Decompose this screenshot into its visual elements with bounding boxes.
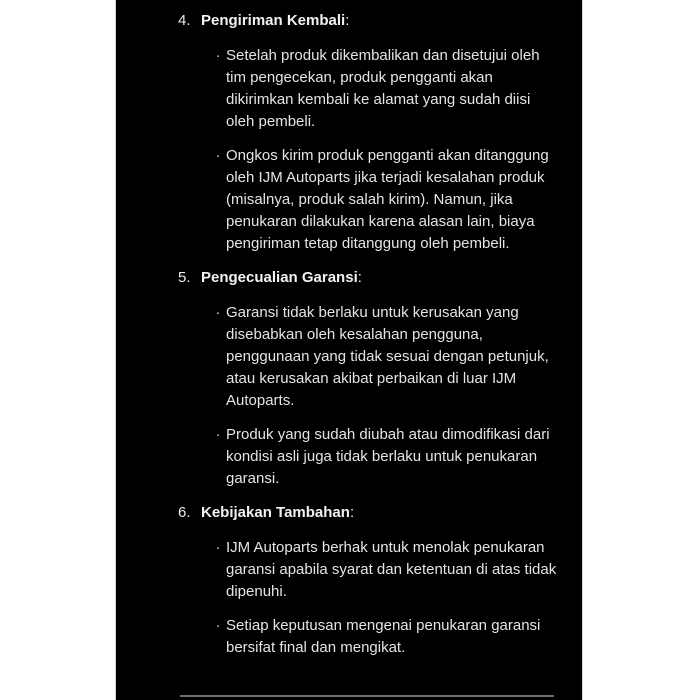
section-title-wrap — [201, 502, 354, 524]
heading-colon: : — [349, 504, 355, 521]
list-item-text: Setiap keputusan mengenai penukaran garansi bersifat final dan mengikat. — [226, 617, 541, 656]
bullet-icon: · — [215, 47, 221, 64]
section-title-wrap — [201, 267, 362, 289]
list-item-text: IJM Autoparts berhak untuk menolak penukaran garansi apabila syarat dan ketentuan di atas tidak dipenuhi. — [226, 539, 557, 600]
section-title: Pengecualian Garansi — [201, 269, 358, 286]
policy-screenshot-panel — [115, 0, 583, 700]
section-number: 6. — [178, 504, 191, 521]
bullet-icon: · — [215, 147, 221, 164]
section-heading-kebijakan-tambahan — [116, 502, 582, 524]
heading-colon: : — [345, 12, 350, 29]
bottom-divider — [180, 695, 554, 697]
section-number: 4. — [178, 12, 191, 29]
section-title-wrap — [201, 10, 349, 32]
list-item — [116, 615, 582, 659]
section-title: Kebijakan Tambahan — [201, 504, 350, 521]
bullet-icon: · — [215, 617, 221, 634]
section-heading-pengiriman-kembali — [116, 10, 582, 32]
policy-text-content — [116, 0, 582, 659]
list-item-text: Ongkos kirim produk pengganti akan ditanggung oleh IJM Autoparts jika terjadi kesalahan produk (misalnya, produk salah kirim). Namun, jika penukaran dilakukan karena alasan lain, biaya pengiriman tetap ditanggung oleh pembeli. — [226, 147, 549, 252]
list-item — [116, 45, 582, 133]
list-item-text: Garansi tidak berlaku untuk kerusakan yang disebabkan oleh kesalahan pengguna, penggunaan yang tidak sesuai dengan petunjuk, atau kerusakan akibat perbaikan di luar IJM Autoparts. — [226, 304, 549, 409]
bullet-icon: · — [215, 426, 221, 443]
bullet-icon: · — [215, 304, 221, 321]
list-item-text: Produk yang sudah diubah atau dimodifikasi dari kondisi asli juga tidak berlaku untuk penukaran garansi. — [226, 426, 550, 487]
list-item-text: Setelah produk dikembalikan dan disetujui oleh tim pengecekan, produk pengganti akan dikirimkan kembali ke alamat yang sudah diisi oleh pembeli. — [226, 47, 540, 130]
section-heading-pengecualian-garansi — [116, 267, 582, 289]
list-item — [116, 302, 582, 412]
section-number: 5. — [178, 269, 191, 286]
list-item — [116, 537, 582, 603]
section-title: Pengiriman Kembali — [201, 12, 346, 29]
list-item — [116, 424, 582, 490]
list-item — [116, 145, 582, 255]
bullet-icon: · — [215, 539, 221, 556]
heading-colon: : — [357, 269, 362, 286]
